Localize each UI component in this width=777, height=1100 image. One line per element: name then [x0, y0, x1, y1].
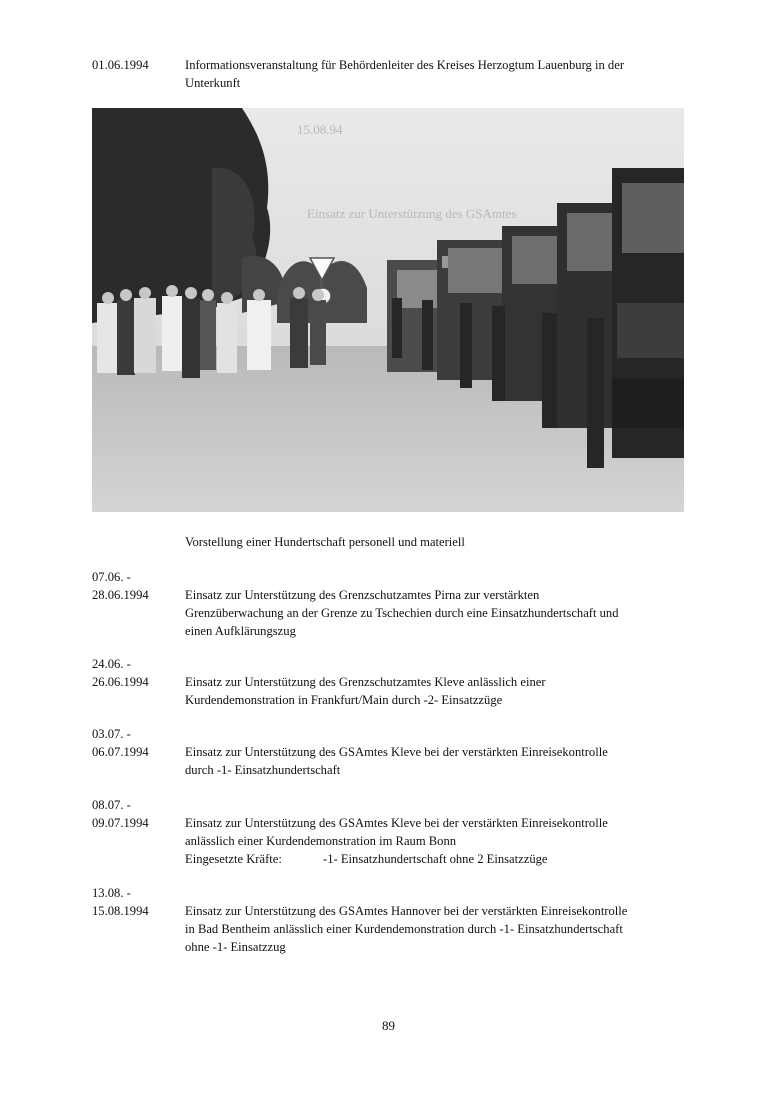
- date-line: 07.06. -: [92, 570, 131, 584]
- entry-description: [185, 673, 685, 709]
- date-line: 06.07.1994: [92, 745, 149, 759]
- date-line: 03.07. -: [92, 727, 131, 741]
- entry-description: [185, 902, 685, 956]
- entry-date: [92, 884, 184, 920]
- entry-date: [92, 725, 184, 761]
- entry-description: [185, 743, 685, 779]
- date-line: 26.06.1994: [92, 675, 149, 689]
- entry-date: [92, 655, 184, 691]
- date-line: 09.07.1994: [92, 816, 149, 830]
- entry-description: [185, 56, 685, 92]
- forces-value: -1- Einsatzhundertschaft ohne 2 Einsatzzüge: [323, 852, 548, 866]
- forces-line: [185, 850, 685, 868]
- desc-line: Einsatz zur Unterstützung des GSAmtes Kleve bei der verstärkten Einreisekontrolle: [185, 816, 608, 830]
- entry-date: [92, 56, 184, 74]
- desc-line: Einsatz zur Unterstützung des GSAmtes Kleve bei der verstärkten Einreisekontrolle: [185, 745, 608, 759]
- desc-line: Kurdendemonstration in Frankfurt/Main durch -2- Einsatzzüge: [185, 693, 503, 707]
- forces-label: Eingesetzte Kräfte:: [185, 852, 282, 866]
- desc-line: durch -1- Einsatzhundertschaft: [185, 763, 341, 777]
- date-line: 24.06. -: [92, 657, 131, 671]
- desc-line: anlässlich einer Kurdendemonstration im Raum Bonn: [185, 834, 457, 848]
- desc-line: einen Aufklärungszug: [185, 624, 296, 638]
- desc-line: Unterkunft: [185, 76, 241, 90]
- date-line: 08.07. -: [92, 798, 131, 812]
- desc-line: Einsatz zur Unterstützung des GSAmtes Hannover bei der verstärkten Einreisekontrolle: [185, 904, 628, 918]
- entry-description: [185, 586, 685, 640]
- page-number: 89: [382, 1018, 395, 1033]
- date-line: 28.06.1994: [92, 588, 149, 602]
- desc-line: Informationsveranstaltung für Behördenleiter des Kreises Herzogtum Lauenburg in der: [185, 58, 625, 72]
- date-line: 15.08.1994: [92, 904, 149, 918]
- entry-date: [92, 568, 184, 604]
- desc-line: ohne -1- Einsatzzug: [185, 940, 286, 954]
- desc-line: Einsatz zur Unterstützung des Grenzschutzamtes Pirna zur verstärkten: [185, 588, 540, 602]
- photo-caption: Vorstellung einer Hundertschaft personell und materiell: [185, 535, 465, 549]
- entry-description: [185, 814, 685, 868]
- entry-date: [92, 796, 184, 832]
- desc-line: Grenzüberwachung an der Grenze zu Tschechien durch eine Einsatzhundertschaft und: [185, 606, 619, 620]
- date-line: 13.08. -: [92, 886, 131, 900]
- desc-line: in Bad Bentheim anlässlich einer Kurdendemonstration durch -1- Einsatzhundertschaft: [185, 922, 623, 936]
- bleed-through-text: 15.08.94: [297, 122, 343, 137]
- date-line: 01.06.1994: [92, 58, 149, 72]
- photo-hundertschaft: [92, 108, 684, 512]
- desc-line: Einsatz zur Unterstützung des Grenzschutzamtes Kleve anlässlich einer: [185, 675, 546, 689]
- bleed-through-text: Einsatz zur Unterstützung des GSAmtes: [307, 206, 517, 221]
